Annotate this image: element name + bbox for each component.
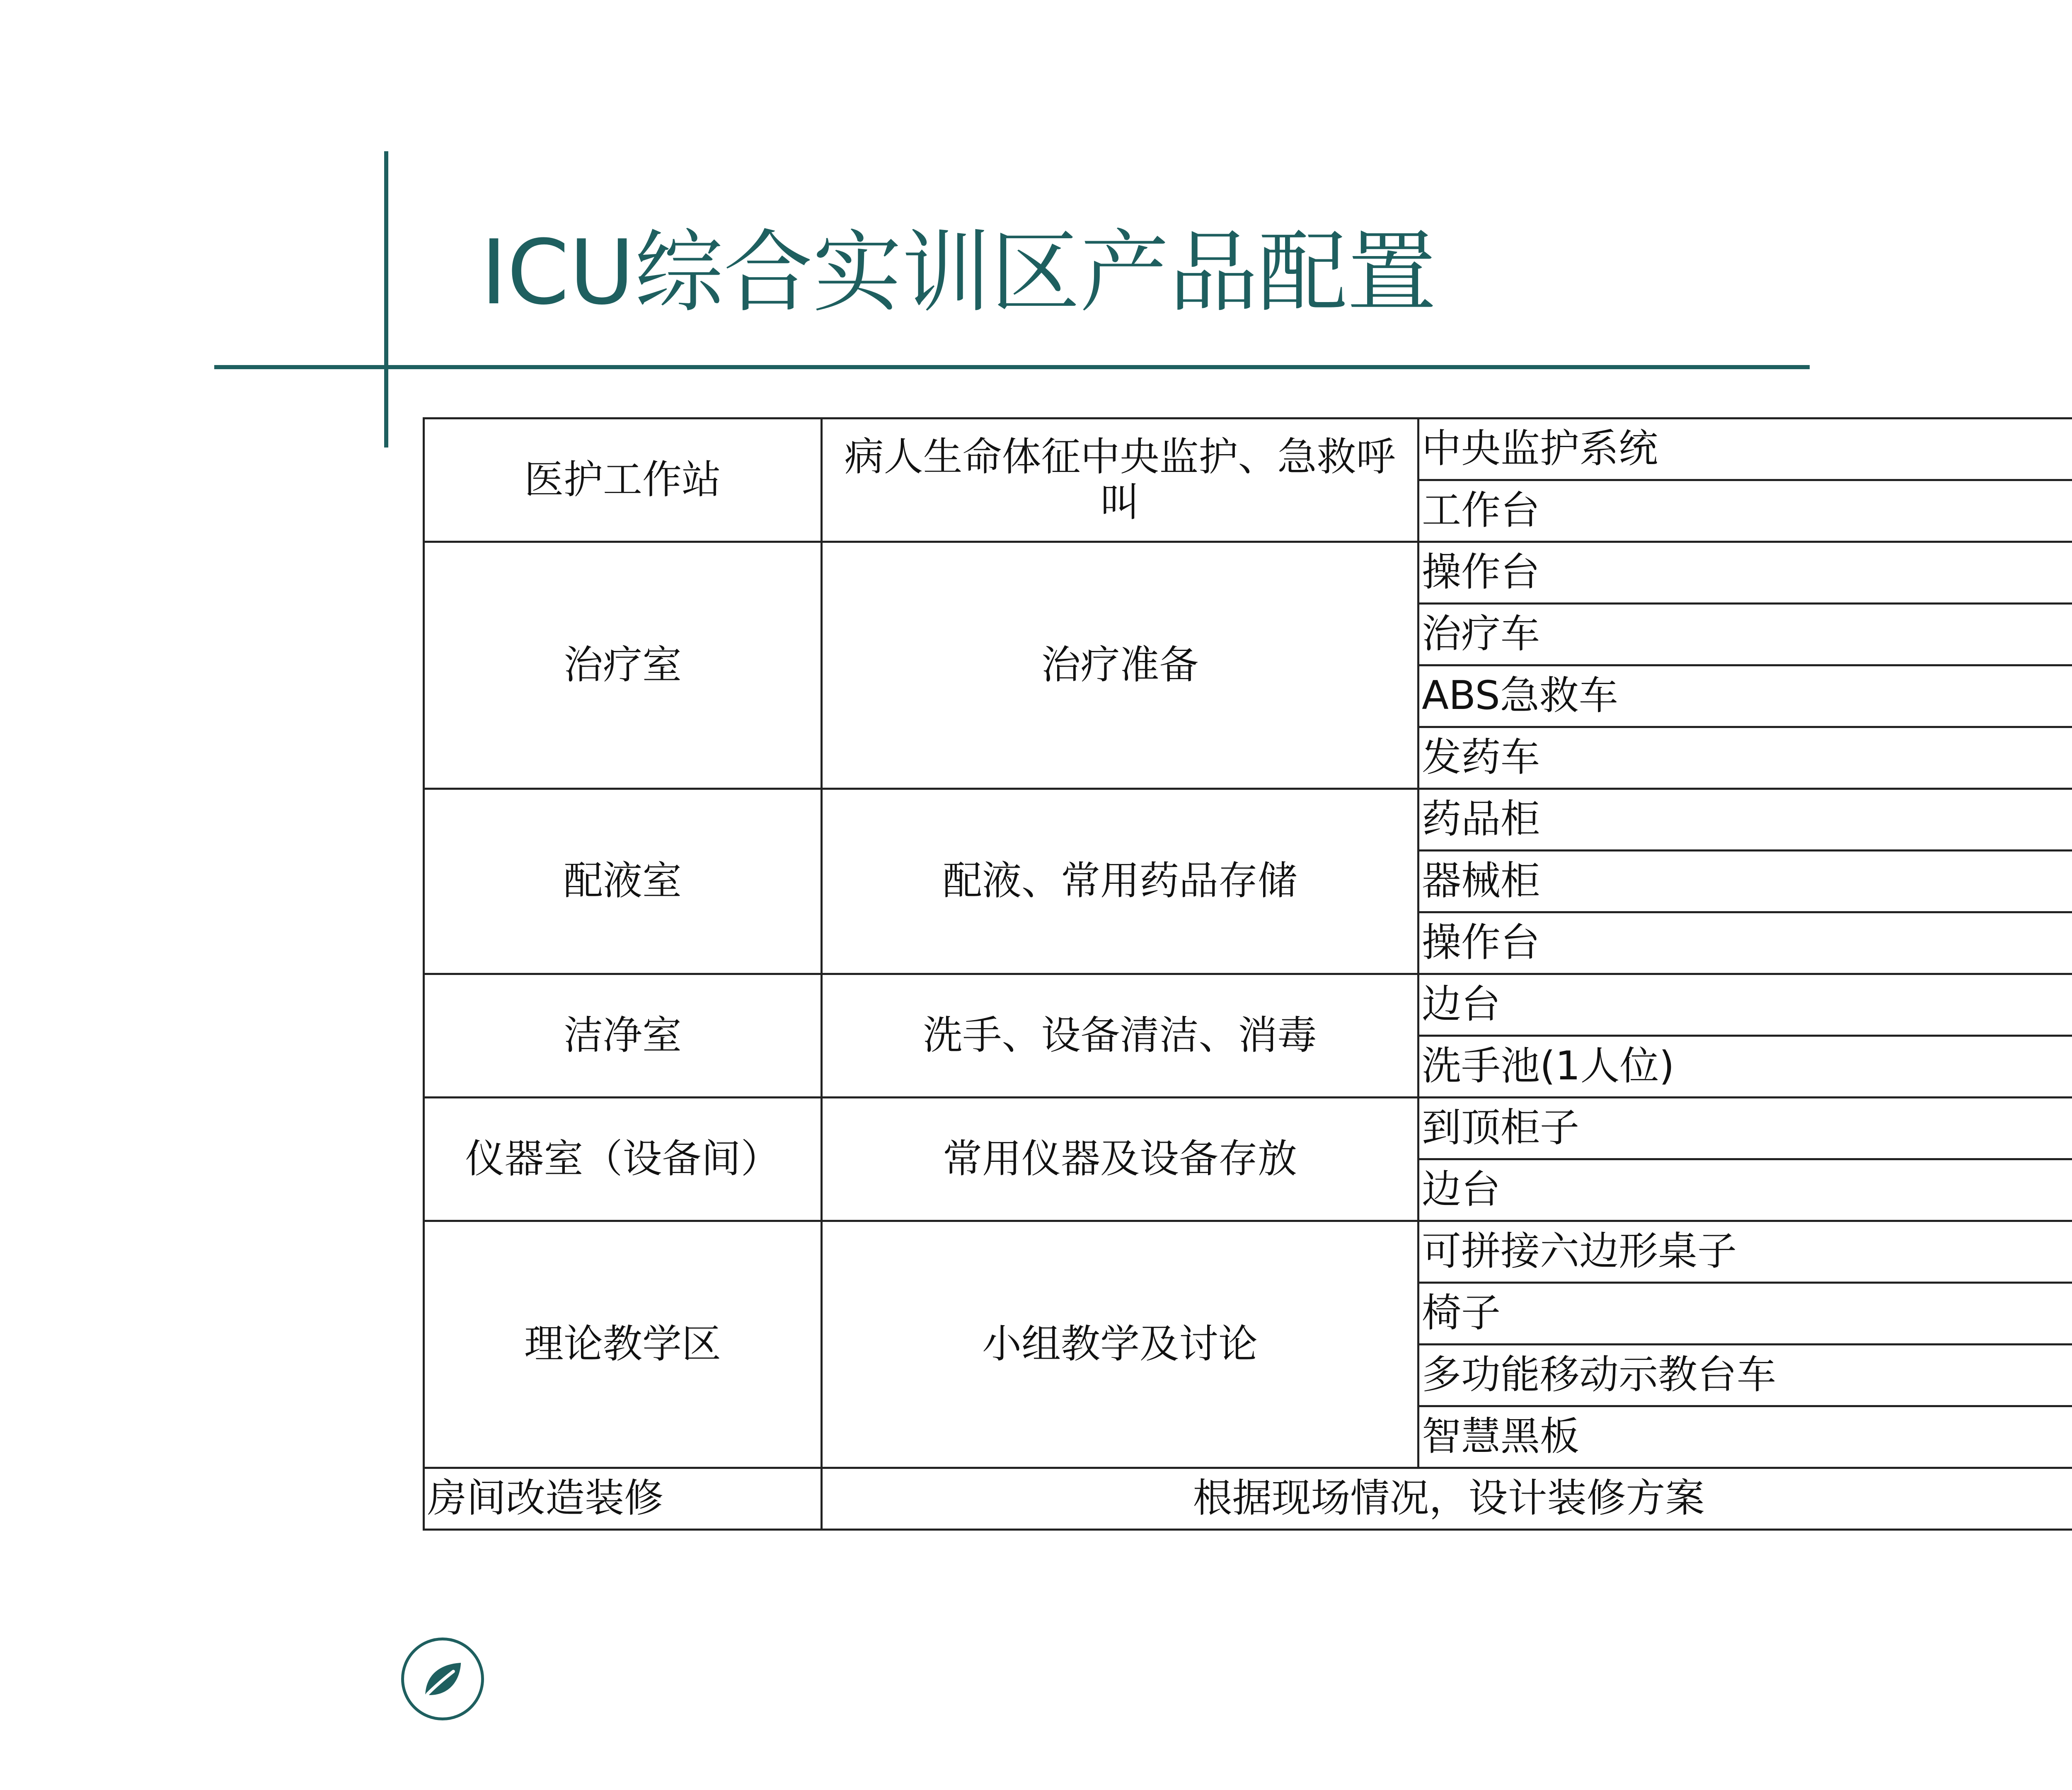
page-title: ICU综合实训区产品配置 (481, 220, 1436, 324)
area-cell: 配液室 (424, 789, 822, 974)
item-name-cell: 发药车 (1418, 727, 2072, 789)
area-cell: 洁净室 (424, 974, 822, 1098)
renovation-note-cell: 根据现场情况，设计装修方案 (822, 1468, 2072, 1530)
item-name-cell: 中央监护系统 (1418, 418, 2072, 480)
table-row (424, 1468, 2072, 1530)
item-name-cell: 椅子 (1418, 1283, 2072, 1345)
item-name-cell: 边台 (1418, 974, 2072, 1036)
table-row (424, 1221, 2072, 1283)
item-name-cell: 到顶柜子 (1418, 1098, 2072, 1159)
purpose-cell: 小组教学及讨论 (822, 1221, 1418, 1468)
item-name-cell: 器械柜 (1418, 851, 2072, 912)
table-row (424, 542, 2072, 604)
purpose-cell: 病人生命体征中央监护、急救呼叫 (822, 418, 1418, 542)
decorative-vertical-line (384, 151, 388, 448)
logo (401, 1638, 484, 1720)
area-cell: 治疗室 (424, 542, 822, 789)
purpose-cell: 治疗准备 (822, 542, 1418, 789)
item-name-cell: 操作台 (1418, 912, 2072, 974)
table-row (424, 418, 2072, 480)
item-name-cell: 操作台 (1418, 542, 2072, 604)
area-cell: 房间改造装修 (424, 1468, 822, 1530)
item-name-cell: 多功能移动示教台车 (1418, 1345, 2072, 1406)
area-cell: 医护工作站 (424, 418, 822, 542)
item-name-cell: 治疗车 (1418, 604, 2072, 665)
item-name-cell: 洗手池(1人位) (1418, 1036, 2072, 1098)
table-row (424, 789, 2072, 851)
item-name-cell: 工作台 (1418, 480, 2072, 542)
area-cell: 理论教学区 (424, 1221, 822, 1468)
item-name-cell: 药品柜 (1418, 789, 2072, 851)
purpose-cell: 常用仪器及设备存放 (822, 1098, 1418, 1221)
item-name-cell: 边台 (1418, 1159, 2072, 1221)
table-row (424, 974, 2072, 1036)
decorative-horizontal-line (214, 365, 1810, 369)
item-name-cell: 可拼接六边形桌子 (1418, 1221, 2072, 1283)
product-config-table (423, 417, 2072, 1531)
leaf-icon (416, 1652, 470, 1706)
table-row (424, 1098, 2072, 1159)
item-name-cell: ABS急救车 (1418, 665, 2072, 727)
purpose-cell: 洗手、设备清洁、消毒 (822, 974, 1418, 1098)
purpose-cell: 配液、常用药品存储 (822, 789, 1418, 974)
area-cell: 仪器室（设备间） (424, 1098, 822, 1221)
item-name-cell: 智慧黑板 (1418, 1406, 2072, 1468)
